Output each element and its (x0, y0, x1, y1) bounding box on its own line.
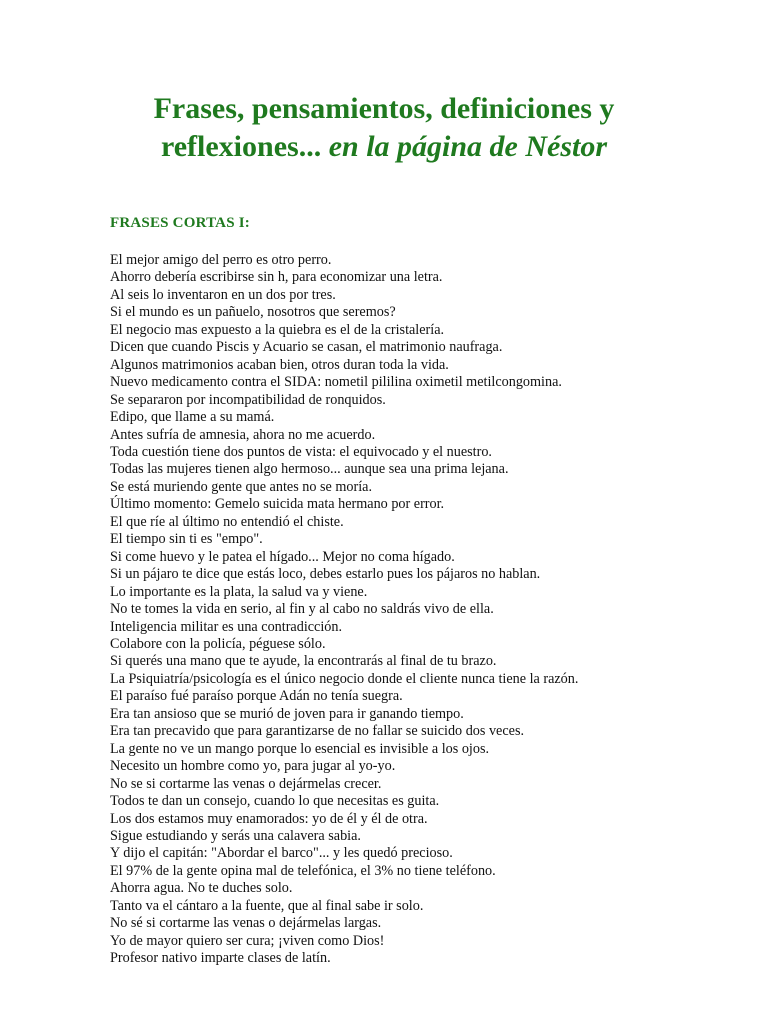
phrase-item: Dicen que cuando Piscis y Acuario se casan, el matrimonio naufraga. (110, 339, 503, 356)
phrase-item: La gente no ve un mango porque lo esencial es invisible a los ojos. (110, 740, 490, 757)
title-line-1: Frases, pensamientos, definiciones y (153, 92, 615, 125)
phrase-item: El negocio mas expuesto a la quiebra es el de la cristalería. (110, 321, 445, 338)
phrase-item: Todas las mujeres tienen algo hermoso... aunque sea una prima lejana. (110, 461, 509, 478)
title-line-2-italic: en la página de Néstor (328, 130, 608, 163)
phrase-item: Lo importante es la plata, la salud va y viene. (110, 583, 368, 600)
phrase-item: El que ríe al último no entendió el chiste. (110, 513, 344, 530)
phrase-item: Era tan precavido que para garantizarse de no fallar se suicido dos veces. (110, 723, 525, 740)
page-title (0, 90, 768, 166)
phrase-item: Algunos matrimonios acaban bien, otros duran toda la vida. (110, 356, 449, 373)
phrase-item: Si come huevo y le patea el hígado... Mejor no coma hígado. (110, 548, 455, 565)
title-line-2-plain: reflexiones... (160, 130, 329, 163)
phrase-list (110, 252, 730, 968)
phrase-item: Inteligencia militar es una contradicción. (110, 618, 343, 635)
phrase-item: El mejor amigo del perro es otro perro. (110, 252, 332, 268)
phrase-item: Necesito un hombre como yo, para jugar al yo-yo. (110, 758, 396, 775)
phrase-item: Si el mundo es un pañuelo, nosotros que seremos? (110, 304, 396, 321)
phrase-item: Sigue estudiando y serás una calavera sabia. (110, 827, 361, 844)
title-line-2 (0, 128, 768, 166)
phrase-item: Si un pájaro te dice que estás loco, debes estarlo pues los pájaros no hablan. (110, 566, 541, 583)
phrase-item: Profesor nativo imparte clases de latín. (110, 950, 331, 967)
phrase-item: Yo de mayor quiero ser cura; ¡viven como Dios! (110, 932, 385, 949)
phrase-item: El 97% de la gente opina mal de telefónica, el 3% no tiene teléfono. (110, 862, 496, 879)
phrase-item: Al seis lo inventaron en un dos por tres. (110, 286, 336, 303)
phrase-item: Edipo, que llame a su mamá. (110, 409, 275, 426)
phrase-item: No se si cortarme las venas o dejármelas crecer. (110, 775, 382, 792)
phrase-item: No te tomes la vida en serio, al fin y al cabo no saldrás vivo de ella. (110, 601, 494, 618)
phrase-item: Antes sufría de amnesia, ahora no me acuerdo. (110, 426, 376, 443)
phrase-item: Los dos estamos muy enamorados: yo de él y él de otra. (110, 810, 428, 827)
phrase-item: Nuevo medicamento contra el SIDA: nometil pililina oximetil metilcongomina. (110, 374, 562, 391)
phrase-item: Se separaron por incompatibilidad de ronquidos. (110, 391, 386, 408)
phrase-item: Último momento: Gemelo suicida mata hermano por error. (110, 496, 445, 513)
phrase-item: La Psiquiatría/psicología es el único negocio donde el cliente nunca tiene la razón. (110, 670, 579, 687)
phrase-item: Tanto va el cántaro a la fuente, que al final sabe ir solo. (110, 897, 424, 914)
section-heading: FRASES CORTAS I: (110, 215, 250, 231)
phrase-item: No sé si cortarme las venas o dejármelas largas. (110, 915, 382, 932)
phrase-item: Colabore con la policía, péguese sólo. (110, 635, 326, 652)
phrase-item: Todos te dan un consejo, cuando lo que necesitas es guita. (110, 793, 440, 810)
phrase-item: Era tan ansioso que se murió de joven para ir ganando tiempo. (110, 705, 464, 722)
phrase-item: El tiempo sin ti es "empo". (110, 531, 263, 548)
phrase-item: Ahorra agua. No te duches solo. (110, 880, 293, 897)
phrase-item: Y dijo el capitán: "Abordar el barco"... y les quedó precioso. (110, 845, 453, 862)
phrase-item: Si querés una mano que te ayude, la encontrarás al final de tu brazo. (110, 653, 497, 670)
phrase-item: Se está muriendo gente que antes no se moría. (110, 478, 372, 495)
phrase-item: Toda cuestión tiene dos puntos de vista: el equivocado y el nuestro. (110, 443, 492, 460)
phrase-item: El paraíso fué paraíso porque Adán no tenía suegra. (110, 688, 403, 705)
phrase-item: Ahorro debería escribirse sin h, para economizar una letra. (110, 269, 443, 286)
